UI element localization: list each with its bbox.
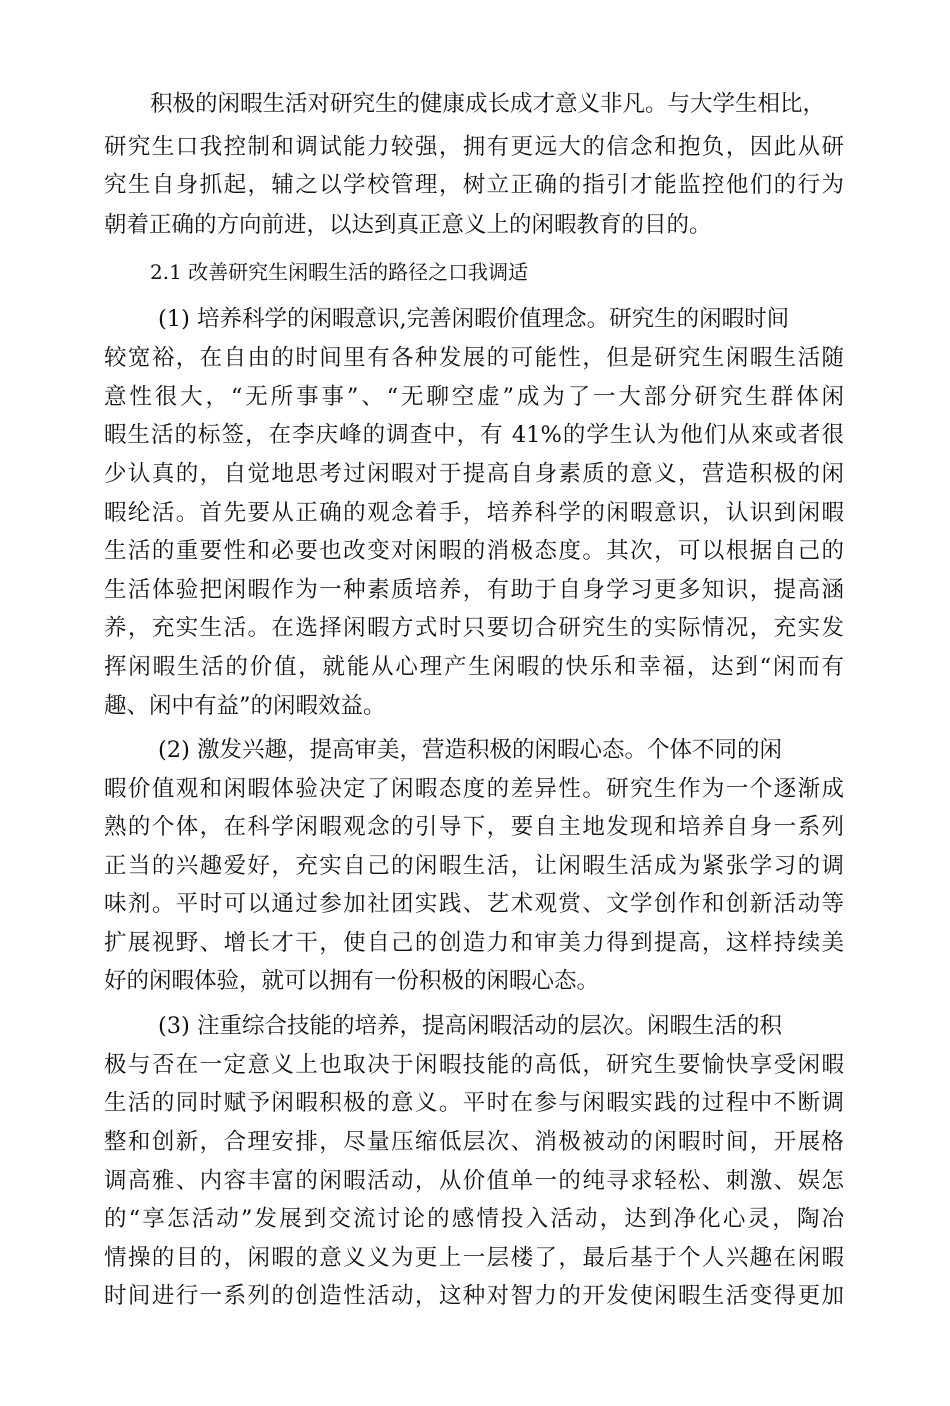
text-line: 味剂。平时可以通过参加社团实践、艺术观赏、文学创作和创新活动等 <box>104 891 844 917</box>
text-line: 生活的同时赋予闲暇积极的意义。平时在参与闲暇实践的过程中不断调 <box>104 1090 844 1116</box>
section-heading: 2.1 改善研究生闲暇生活的路径之口我调适 <box>150 260 529 284</box>
text-line: (3) 注重综合技能的培养，提高闲暇活动的层次。闲暇生活的积 <box>158 1013 783 1039</box>
text-line: (2) 激发兴趣，提高审美，营造积极的闲暇心态。个体不同的闲 <box>158 737 783 763</box>
text-line: (1) 培养科学的闲暇意识,完善闲暇价值理念。研究生的闲暇时间 <box>158 306 790 332</box>
text-line: 调高雅、内容丰富的闲暇活动，从价值单一的纯寻求轻松、刺激、娱怎 <box>104 1168 844 1194</box>
text-line: 正当的兴趣爱好，充实自己的闲暇生活，让闲暇生活成为紧张学习的调 <box>104 853 844 879</box>
text-line: 极与否在一定意义上也取决于闲暇技能的高低，研究生要愉快享受闲暇 <box>104 1052 844 1078</box>
text-line: 的“享怎活动”发展到交流讨论的感情投入活动，达到净化心灵，陶冶 <box>104 1206 844 1232</box>
text-line: 意性很大，“无所事事”、“无聊空虚”成为了一大部分研究生群体闲 <box>104 384 844 410</box>
text-line: 究生自身抓起，辅之以学校管理，树立正确的指引才能监控他们的行为 <box>104 172 844 198</box>
text-line: 研究生口我控制和调试能力较强，拥有更远大的信念和抱负，因此从研 <box>104 134 844 160</box>
text-line: 暇纶活。首先要从正确的观念着手，培养科学的闲暇意识，认识到闲暇 <box>104 500 844 526</box>
text-line: 暇生活的标签，在李庆峰的调查中，有 41%的学生认为他们从來或者很 <box>104 422 844 448</box>
text-line: 较宽裕，在自由的时间里有各种发展的可能性，但是研究生闲暇生活随 <box>104 345 844 371</box>
text-line: 趣、闲中有益”的闲暇效益。 <box>104 693 386 719</box>
text-line: 生活体验把闲暇作为一种素质培养，有助于自身学习更多知识，提高涵 <box>104 577 844 603</box>
text-line: 积极的闲暇生活对研究生的健康成长成才意义非凡。与大学生相比， <box>150 91 826 117</box>
text-line: 好的闲暇体验，就可以拥有一份积极的闲暇心态。 <box>104 968 600 994</box>
text-line: 整和创新，合理安排，尽量压缩低层次、消极被动的闲暇时间，开展格 <box>104 1129 844 1155</box>
text-line: 挥闲暇生活的价值，就能从心理产生闲暇的快乐和幸福，达到“闲而有 <box>104 654 844 680</box>
text-line: 朝着正确的方向前进，以达到真正意义上的闲暇教育的目的。 <box>104 212 712 238</box>
text-line: 扩展视野、增长才干，使自己的创造力和审美力得到提高，这样持续美 <box>104 930 844 956</box>
text-line: 情操的目的，闲暇的意义义为更上一层楼了，最后基于个人兴趣在闲暇 <box>104 1245 844 1271</box>
text-line: 生活的重要性和必要也改变对闲暇的消极态度。其次，可以根据自己的 <box>104 538 844 564</box>
text-line: 养，充实生活。在选择闲暇方式时只要切合研究生的实际情况，充实发 <box>104 615 844 641</box>
text-line: 时间进行一系列的创造性活动，这种对智力的开发使闲暇生活变得更加 <box>104 1283 844 1309</box>
text-line: 少认真的，自觉地思考过闲暇对于提高自身素质的意义，营造积极的闲 <box>104 461 844 487</box>
text-line: 暇价值观和闲暇体验决定了闲暇态度的差异性。研究生作为一个逐渐成 <box>104 776 844 802</box>
text-line: 熟的个体，在科学闲暇观念的引导下，要自主地发现和培养自身一系列 <box>104 814 844 840</box>
